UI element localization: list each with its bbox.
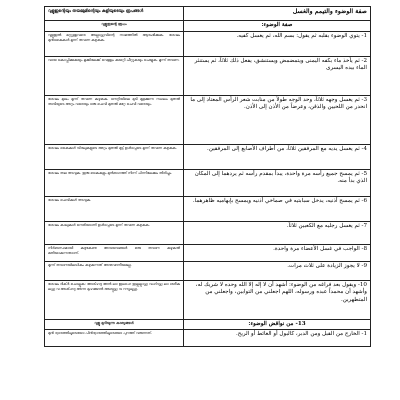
row-arabic: 1- الخارج من القبل ومن الدبر، كالبول أو الغائط أو الريح. [184, 330, 371, 347]
table-row [45, 196, 371, 221]
row-malayalam: മുൻ ദ്വാരത്തിലൂടെയോ പിൻദ്വാരത്തിലൂടെയോ പുറത്ത് വരുന്നത്. [45, 330, 184, 347]
row-malayalam: ശേഷം മുഖം മൂന്ന് തവണ കഴുകുക. നെറ്റിയിലെ മുടി മുളക്കുന്ന സ്ഥലം മുതൽ താടിയുടെ അറ്റം വരെയും ഒരു ചെവി മുതൽ മറ്റേ ചെവി വരെയും. [45, 95, 184, 144]
row-arabic: 3- ثم يغسل وجهه ثلاثاً، وحد الوجه طولاً من منابت شعر الرأس المعتاد إلى ما انحدر من اللحيين والذقن، وعرضاً من الأذن إلى الأذن. [184, 95, 371, 144]
row-arabic: 8- الواجب في غسل الأعضاء مرة واحدة. [184, 244, 371, 261]
row-arabic: 4- ثم يغسل يديه مع المرفقين ثلاثاً، من أطراف الأصابع إلى المرفقين. [184, 144, 371, 169]
row-arabic: 2- ثم يأخذ ماء بكفه اليمنى ويتمضمض ويستنشق، يفعل ذلك ثلاثاً، ثم يستنثر الماء بيده اليسرى [184, 56, 371, 95]
section-heading-arabic: 13- من نواقض الوضوء: [184, 319, 371, 330]
section-heading-row [45, 319, 371, 330]
table-row [45, 144, 371, 169]
row-arabic: 1- يتوي الوضوء بقلبه ثم يقول: بسم الله، ثم يغسل كفيه. [184, 31, 371, 56]
title-row [45, 7, 371, 21]
row-malayalam: വായ കൊപ്ലിക്കുകയും മൂക്കിലേക്ക് വെള്ളം കയറ്റി ചീറ്റുകയും ചെയ്യുക. മൂന്ന് തവണ. [45, 56, 184, 95]
section-heading-malayalam: വുളൂഇന്റെ രൂപം [45, 21, 184, 32]
title-arabic: صفة الوضوء والتيمم والغسل [184, 7, 371, 21]
section-heading-arabic: صفة الوضوء: [184, 21, 371, 32]
table-row [45, 95, 371, 144]
row-arabic: 5- ثم يمسح جميع رأسه مرة واحدة، يبدأ بمقدم رأسه ثم يردهما إلى المكان الذي بدأ منه. [184, 169, 371, 196]
row-arabic: 6- ثم يمسح أذنيه، يدخل سبابتيه في صماخي أذنيه ويمسح بإبهاميه ظاهرهما. [184, 196, 371, 221]
section-heading-row [45, 21, 371, 32]
table-row [45, 244, 371, 261]
section-heading-malayalam: വുളൂ മുറിയുന്ന കാര്യങ്ങൾ [45, 319, 184, 330]
row-malayalam: ശേഷം കാലുകൾ നെരിയാണി ഉൾപ്പെടെ മൂന്ന് തവണ കഴുകുക. [45, 221, 184, 244]
row-malayalam: മൂന്ന് തവണയിലധികം കഴുകുന്നത് അനുവദനീയമല്ല. [45, 261, 184, 280]
table-row [45, 169, 371, 196]
table-row [45, 56, 371, 95]
table-row [45, 31, 371, 56]
row-arabic: 10- ويقول بعد فراغه من الوضوء: أشهد أن لا إله إلا الله وحده لا شريك له، وأشهد أن محمداً عبده ورسوله، اللهم اجعلني من التوابين، واجعلني من المتطهرين. [184, 280, 371, 319]
row-malayalam: വുളൂഇൽ മറ്റുള്ളവരെ അല്ലാഹുവിന്റെ നാമത്തിൽ ആരംഭിക്കുക. ശേഷം മുൻകൈകൾ മൂന്ന് തവണ കഴുകുക. [45, 31, 184, 56]
row-malayalam: ശേഷം ചെവികൾ തടവുക. [45, 196, 184, 221]
row-malayalam: ശേഷം തല തടവുക. ഇരു കൈകളും മുൻഭാഗത്ത് നിന്ന് പിന്നിലേക്കും തിരിച്ചും. [45, 169, 184, 196]
table-row [45, 261, 371, 280]
row-malayalam: ശേഷം കൈകൾ വിരലുകളുടെ അറ്റം മുതൽ മുട്ട് ഉൾപ്പെടെ മൂന്ന് തവണ കഴുകുക. [45, 144, 184, 169]
row-arabic: 9- لا يجوز الزيادة على ثلاث مرات. [184, 261, 371, 280]
table-row [45, 221, 371, 244]
table-row [45, 330, 371, 347]
row-arabic: 7- ثم يغسل رجليه مع الكعبين ثلاثاً. [184, 221, 371, 244]
row-malayalam: നിർബന്ധമായി കഴുകേണ്ട അവയവങ്ങൾ ഒരു തവണ കഴുകൽ മതിയാകുന്നതാണ്. [45, 244, 184, 261]
row-malayalam: ശേഷം ദിക്ർ ചൊല്ലുക: അശ്ഹദു അൻ ലാ ഇലാഹ ഇല്ലല്ലാഹു വഹ്ദഹു ലാ ശരീക ലഹു വ അശ്ഹദു അന്ന മുഹമ്മദൻ അബ്ദുഹു വ റസൂലുഹു. [45, 280, 184, 319]
document-table [44, 6, 371, 347]
table-row [45, 280, 371, 319]
title-malayalam: വുളൂഇന്റെയും തയമ്മുമിന്റെയും കുളിയുടെയും രൂപങ്ങൾ [45, 7, 184, 21]
